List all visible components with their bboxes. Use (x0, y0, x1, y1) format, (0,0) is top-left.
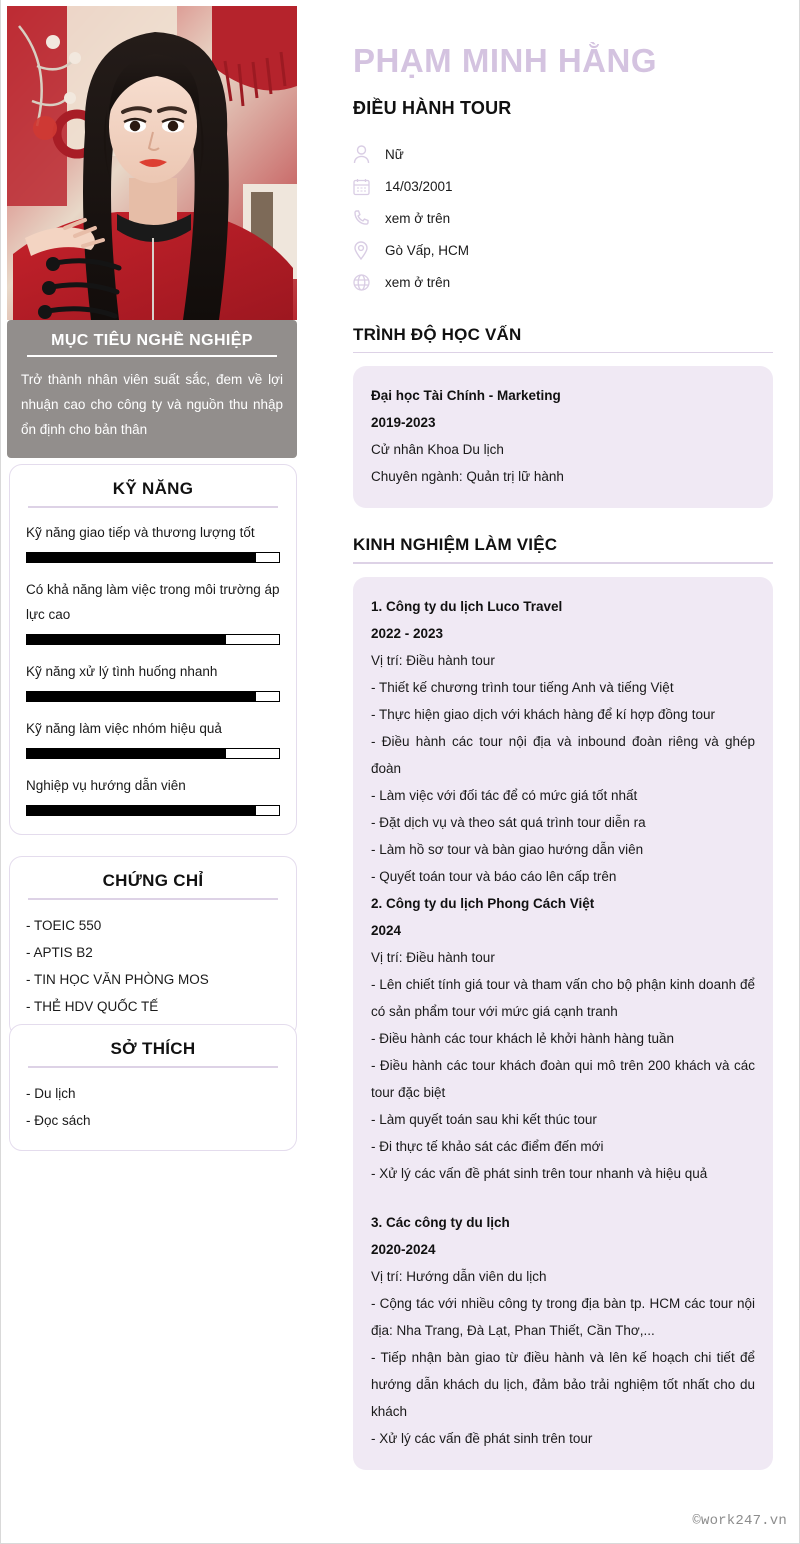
certificates-list (26, 912, 280, 1020)
skill-row (26, 773, 280, 816)
job-title: ĐIỀU HÀNH TOUR (353, 97, 512, 118)
skills-card (9, 464, 297, 835)
hobbies-list (26, 1080, 280, 1134)
experience-title: KINH NGHIỆM LÀM VIỆC (353, 535, 558, 555)
skill-label: Kỹ năng giao tiếp và thương lượng tốt (26, 524, 255, 540)
skill-row (26, 716, 280, 759)
skill-progress-bar (26, 805, 280, 816)
divider (28, 898, 278, 900)
contact-value: Gò Vấp, HCM (385, 243, 470, 259)
skill-progress-fill (27, 692, 256, 701)
job-position: Vị trí: Hướng dẫn viên du lịch (371, 1268, 547, 1284)
skill-row (26, 577, 280, 645)
person-icon (353, 145, 377, 165)
job-duty: - Xử lý các vấn đề phát sinh trên tour (371, 1430, 593, 1446)
certificates-card (9, 856, 297, 1037)
job-company: 2. Công ty du lịch Phong Cách Việt (371, 895, 595, 911)
watermark: ©work247.vn (692, 1513, 787, 1529)
skill-progress-bar (26, 748, 280, 759)
divider (353, 562, 773, 564)
education-section (353, 325, 773, 509)
job-duty: - Tiếp nhận bàn giao từ điều hành và lên kế hoạch chi tiết để hướng dẫn khách du lịch, đảm bảo trải nghiệm tốt nhất cho du khách (371, 1349, 755, 1419)
sidebar (7, 6, 297, 437)
hobbies-card (9, 1024, 297, 1151)
education-years: 2019-2023 (371, 415, 436, 431)
education-title: TRÌNH ĐỘ HỌC VẤN (353, 324, 522, 344)
skill-progress-fill (27, 635, 226, 644)
job-duty: - Đi thực tế khảo sát các điểm đến mới (371, 1138, 604, 1154)
education-school: Đại học Tài Chính - Marketing (371, 388, 561, 404)
job-duty: - Quyết toán tour và báo cáo lên cấp trên (371, 868, 617, 884)
career-objective-card (7, 320, 297, 458)
hobbies-title: SỞ THÍCH (110, 1039, 196, 1058)
job-duty: - Làm hồ sơ tour và bàn giao hướng dẫn viên (371, 841, 644, 857)
divider (353, 352, 773, 354)
certificate-item: - TIN HỌC VĂN PHÒNG MOS (26, 971, 209, 987)
education-major: Chuyên ngành: Quản trị lữ hành (371, 469, 564, 485)
job-duty: - Làm quyết toán sau khi kết thúc tour (371, 1111, 597, 1127)
job-company: 3. Các công ty du lịch (371, 1214, 510, 1230)
skill-label: Kỹ năng xử lý tình huống nhanh (26, 663, 218, 679)
contact-row (353, 141, 773, 169)
job-duty: - Làm việc với đối tác để có mức giá tốt nhất (371, 787, 638, 803)
skill-label: Nghiệp vụ hướng dẫn viên (26, 777, 186, 793)
job-position: Vị trí: Điều hành tour (371, 652, 495, 668)
avatar (7, 6, 297, 320)
job-years: 2020-2024 (371, 1241, 436, 1257)
calendar-icon (353, 177, 377, 197)
job-years: 2024 (371, 922, 402, 938)
job-duty: - Đặt dịch vụ và theo sát quá trình tour diễn ra (371, 814, 646, 830)
certificates-title: CHỨNG CHỈ (102, 871, 204, 890)
certificate-item: - APTIS B2 (26, 944, 93, 960)
job-company: 1. Công ty du lịch Luco Travel (371, 598, 563, 614)
contact-row (353, 205, 773, 233)
career-objective-text: Trở thành nhân viên suất sắc, đem về lợi nhuận cao cho công ty và nguồn thu nhập ổn định cho bản thân (21, 372, 283, 437)
skill-progress-bar (26, 691, 280, 702)
main-content (353, 0, 773, 1470)
skills-list (26, 520, 280, 816)
skill-label: Kỹ năng làm việc nhóm hiệu quả (26, 720, 222, 736)
hobby-item: - Đọc sách (26, 1112, 91, 1128)
job-duty: - Điều hành các tour khách lẻ khởi hành hàng tuần (371, 1030, 675, 1046)
job-position: Vị trí: Điều hành tour (371, 949, 495, 965)
skills-title: KỸ NĂNG (112, 479, 194, 498)
page-title: PHẠM MINH HẰNG (353, 42, 657, 79)
job-years: 2022 - 2023 (371, 625, 444, 641)
job-duty: - Cộng tác với nhiều công ty trong địa bàn tp. HCM các tour nội địa: Nha Trang, Đà Lạt, Phan Thiết, Cần Thơ,... (371, 1295, 755, 1338)
skill-label: Có khả năng làm việc trong môi trường áp lực cao (26, 581, 280, 622)
spacer (371, 1187, 755, 1209)
contact-value: xem ở trên (385, 275, 451, 291)
job-duty: - Thực hiện giao dịch với khách hàng để kí hợp đồng tour (371, 706, 715, 722)
phone-icon (353, 209, 377, 229)
portrait-photo-image (7, 6, 297, 320)
job-duty: - Điều hành các tour khách đoàn qui mô trên 200 khách và các tour đặc biệt (371, 1057, 755, 1100)
experience-section (353, 535, 773, 1470)
contact-value: Nữ (385, 147, 404, 163)
skill-row (26, 520, 280, 563)
skill-row (26, 659, 280, 702)
skill-progress-fill (27, 806, 256, 815)
globe-icon (353, 273, 377, 293)
contact-value: xem ở trên (385, 211, 451, 227)
contact-row (353, 173, 773, 201)
certificate-item: - THẺ HDV QUỐC TẾ (26, 998, 159, 1014)
divider (27, 355, 277, 357)
contact-row (353, 269, 773, 297)
divider (28, 506, 278, 508)
skill-progress-fill (27, 749, 226, 758)
skill-progress-fill (27, 553, 256, 562)
job-duty: - Lên chiết tính giá tour và tham vấn cho bộ phận kinh doanh để có sản phẩm tour với mức giá cạnh tranh (371, 976, 755, 1019)
certificate-item: - TOEIC 550 (26, 917, 102, 933)
education-card (353, 366, 773, 508)
education-degree: Cử nhân Khoa Du lịch (371, 442, 504, 458)
career-objective-title: MỤC TIÊU NGHỀ NGHIỆP (51, 332, 253, 349)
skill-progress-bar (26, 634, 280, 645)
job-duty: - Thiết kế chương trình tour tiếng Anh và tiếng Việt (371, 679, 674, 695)
location-pin-icon (353, 241, 377, 261)
contact-row (353, 237, 773, 265)
job-duty: - Xử lý các vấn đề phát sinh trên tour nhanh và hiệu quả (371, 1165, 708, 1181)
experience-card (353, 577, 773, 1470)
job-duty: - Điều hành các tour nội địa và inbound đoàn riêng và ghép đoàn (371, 733, 755, 776)
contact-value: 14/03/2001 (385, 179, 453, 195)
divider (28, 1066, 278, 1068)
hobby-item: - Du lịch (26, 1085, 76, 1101)
skill-progress-bar (26, 552, 280, 563)
contact-info-list (353, 141, 773, 297)
